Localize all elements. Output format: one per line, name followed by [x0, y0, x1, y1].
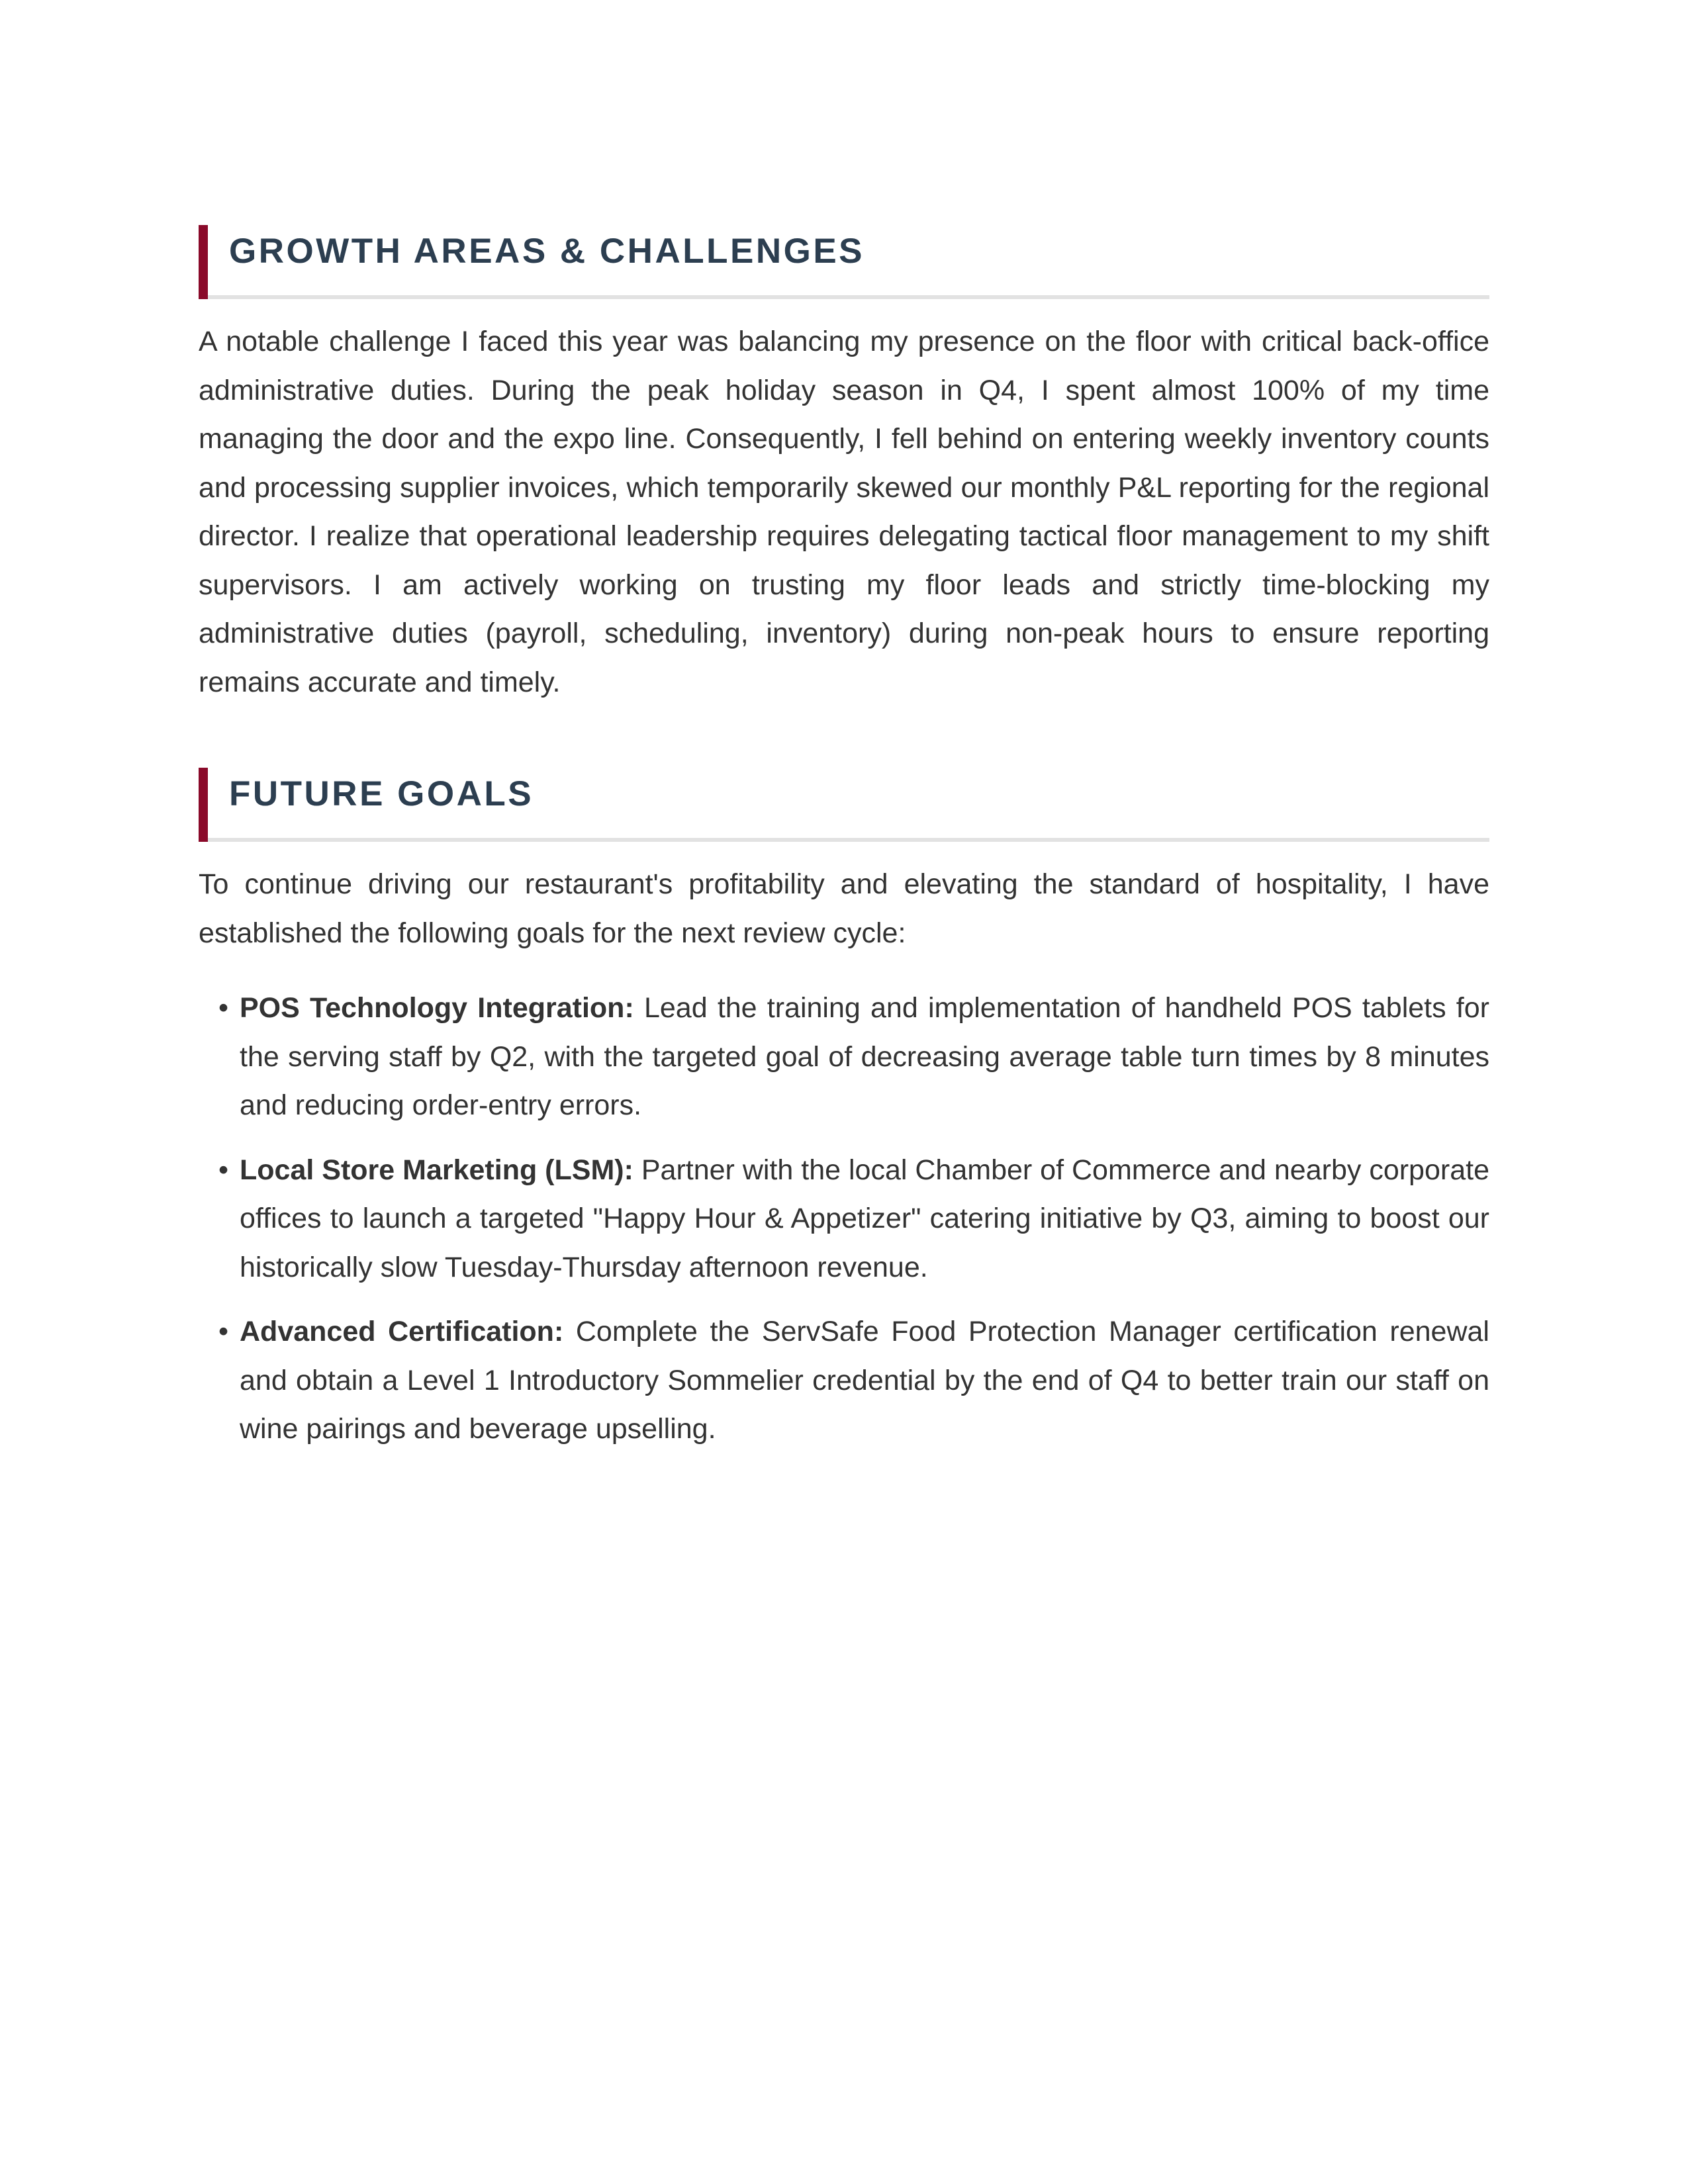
- goal-item-advanced-certification: [199, 1308, 1489, 1454]
- growth-areas-section: [199, 225, 1489, 707]
- document-page: [199, 225, 1489, 1470]
- future-goals-title: FUTURE GOALS: [229, 774, 534, 813]
- goal-title: POS Technology Integration:: [240, 992, 644, 1024]
- goals-list: [199, 984, 1489, 1454]
- growth-areas-header: [199, 225, 1489, 299]
- future-goals-section: [199, 768, 1489, 1454]
- goal-item-pos-technology: [199, 984, 1489, 1130]
- growth-areas-title: GROWTH AREAS & CHALLENGES: [229, 232, 865, 271]
- bullet-dot-icon: •: [218, 992, 229, 1024]
- growth-areas-paragraph: A notable challenge I faced this year was balancing my presence on the floor with critical back-office administrative duties. During the peak holiday season in Q4, I spent almost 100% of my time managing the door and the expo line. Consequently, I fell behind on entering weekly inventory counts and processing supplier invoices, which temporarily skewed our monthly P&L reporting for the regional director. I realize that operational leadership requires delegating tactical floor management to my shift supervisors. I am actively working on trusting my floor leads and strictly time-blocking my administrative duties (payroll, scheduling, inventory) during non-peak hours to ensure reporting remains accurate and timely.: [199, 326, 1489, 698]
- future-goals-header: [199, 768, 1489, 842]
- goal-text: Lead the training and implementation of handheld POS tablets for the serving staff by Q2, with the targeted goal of decreasing average table turn times by 8 minutes and reducing order-entry errors.: [240, 992, 1489, 1121]
- goal-title: Advanced Certification:: [240, 1316, 576, 1347]
- goal-item-local-store-marketing: [199, 1146, 1489, 1293]
- bullet-dot-icon: •: [218, 1316, 229, 1347]
- section-spacer: [199, 707, 1489, 768]
- goal-text: Partner with the local Chamber of Commerce and nearby corporate offices to launch a targeted "Happy Hour & Appetizer" catering initiative by Q3, aiming to boost our historically slow Tuesday-Thursday afternoon revenue.: [240, 1154, 1489, 1283]
- bullet-dot-icon: •: [218, 1154, 229, 1186]
- goal-title: Local Store Marketing (LSM):: [240, 1154, 641, 1186]
- future-goals-intro: To continue driving our restaurant's profitability and elevating the standard of hospitality, I have established the following goals for the next review cycle:: [199, 868, 1489, 949]
- goal-text: Complete the ServSafe Food Protection Manager certification renewal and obtain a Level 1 Introductory Sommelier credential by the end of Q4 to better train our staff on wine pairings and beverage upselling.: [240, 1316, 1489, 1445]
